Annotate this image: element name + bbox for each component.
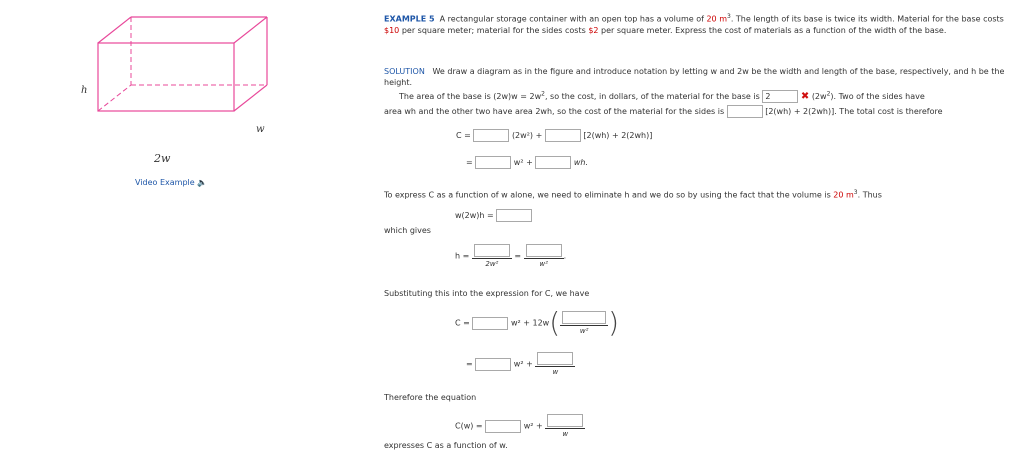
solution-label: SOLUTION xyxy=(384,67,425,76)
line2a: The area of the base is (2w)w = 2w xyxy=(399,92,542,101)
expresses-text: expresses C as a function of w. xyxy=(384,441,508,450)
sides-cost-input[interactable] xyxy=(727,105,763,118)
eq-sign-2: = xyxy=(466,359,473,369)
h-frac-2 xyxy=(524,244,564,268)
cw-equation xyxy=(455,414,585,438)
video-example-link[interactable] xyxy=(135,178,207,187)
volume-value: 20 m xyxy=(706,14,727,24)
line2d: ). Two of the sides have xyxy=(830,92,925,101)
express-line: To express C as a function of w alone, we need to eliminate h and we do so by using the fact that the volume is 20 $m^3$. Thus xyxy=(384,189,882,200)
c1-coef2-input[interactable] xyxy=(545,129,581,142)
example-text-c: per square meter; material for the sides costs xyxy=(399,25,589,35)
subst-frac xyxy=(560,311,608,335)
term-bracket: [2(wh) + 2(2wh)] xyxy=(583,131,653,140)
example-title: EXAMPLE 5 xyxy=(384,14,435,24)
c1-coef-input[interactable] xyxy=(473,129,509,142)
c-substituted xyxy=(455,306,620,339)
cw-w2-input[interactable] xyxy=(485,420,521,433)
subst-frac-num-input[interactable] xyxy=(562,311,606,324)
example-paragraph: EXAMPLE 5 A rectangular storage container with an open top has a volume of 20 $m^3$. The length of its base is twice its width. Material for the base costs $10 per square meter; material for the sides costs $2 per square meter. Express the cost of materials as a function of the width of the base. xyxy=(384,13,1004,35)
incorrect-x-icon: ✖ xyxy=(800,91,810,102)
line2c: (2w xyxy=(811,92,827,101)
cw-frac-num-input[interactable] xyxy=(547,414,583,427)
line2b: , so the cost, in dollars, of the material for the base is xyxy=(544,92,760,101)
label-w: w xyxy=(256,124,265,135)
line3c: . The total cost is therefore xyxy=(834,107,943,116)
example-text-b: . The length of its base is twice its width. Material for the base costs xyxy=(730,14,1004,24)
w2-plus-12w: w² + 12w xyxy=(510,318,550,328)
subst-frac-den: w² xyxy=(579,327,589,335)
c2-w2-input[interactable] xyxy=(475,156,511,169)
cw-frac xyxy=(545,414,585,438)
express-text-a: To express C as a function of w alone, we need to eliminate h and we do so by using the fact that the volume is xyxy=(384,190,834,200)
solution-line3 xyxy=(384,105,943,118)
solution-paragraph xyxy=(384,66,1014,88)
speaker-icon: 🔈 xyxy=(197,178,208,187)
eq-sign: = xyxy=(466,158,473,167)
solution-line1: We draw a diagram as in the figure and introduce notation by letting w and 2w be the width and length of the base, respectively, and h be the height. xyxy=(384,67,1005,87)
eq-sign-h: = xyxy=(514,251,522,261)
w2-plus-3: w² + xyxy=(523,421,543,431)
express-text-b: . Thus xyxy=(857,190,882,200)
hidden-edge-left xyxy=(98,85,131,111)
label-2w: 2w xyxy=(154,152,171,165)
line3a: area wh and the other two have area 2wh, so the cost of the material for the sides is xyxy=(384,107,725,116)
cw-eq-label: C(w) = xyxy=(455,421,483,431)
label-h: h xyxy=(81,85,88,96)
base-cost: $10 xyxy=(384,25,400,35)
h-frac2-den: w² xyxy=(539,260,548,268)
c4-frac xyxy=(535,352,575,376)
edge-bottom-right xyxy=(234,85,267,111)
edge-top-right xyxy=(234,17,267,43)
volume-input[interactable] xyxy=(496,209,532,222)
c4-w2-input[interactable] xyxy=(475,358,511,371)
substituting-text: Substituting this into the expression for C, we have xyxy=(384,289,590,298)
volume-value-2: 20 m xyxy=(833,190,854,200)
h-frac1-num-input[interactable] xyxy=(474,244,510,257)
c-simplified xyxy=(466,352,575,376)
c4-frac-num-input[interactable] xyxy=(537,352,573,365)
base-cost-input[interactable]: 2 xyxy=(762,90,798,103)
w2-plus: w² + xyxy=(513,158,533,167)
wh-term: wh. xyxy=(573,158,589,167)
example-text-a: A rectangular storage container with an open top has a volume of xyxy=(439,14,707,24)
volume-equation xyxy=(455,209,532,222)
h-frac-1 xyxy=(472,244,512,268)
w2wh-label: w(2w)h = xyxy=(455,211,494,220)
example-text-d: per square meter. Express the cost of materials as a function of the width of the base. xyxy=(598,25,947,35)
c4-frac-den: w xyxy=(552,368,559,376)
h-eq-label: h = xyxy=(455,251,470,261)
which-gives: which gives xyxy=(384,226,431,235)
solution-line2: The area of the base is $(2w)w = 2w^2$, so the cost, in dollars, of the material for the base is 2 ✖ $(2w^2)$. Two of the sides have xyxy=(399,90,925,102)
h-frac1-den: 2w² xyxy=(485,260,499,268)
c2-wh-input[interactable] xyxy=(535,156,571,169)
c-eq-label: C = xyxy=(456,131,471,140)
cw-frac-den: w xyxy=(562,430,569,438)
side-cost: $2 xyxy=(588,25,599,35)
therefore-text: Therefore the equation xyxy=(384,393,477,402)
h-frac2-num-input[interactable] xyxy=(526,244,562,257)
right-paren: ) xyxy=(608,306,620,339)
front-face xyxy=(98,43,234,111)
h-equation: h = 2w² = w² . xyxy=(455,244,566,268)
term-2w2: (2w²) + xyxy=(511,131,543,140)
video-example-label: Video Example xyxy=(135,178,195,187)
line3b-value: [2(wh) + 2(2wh)] xyxy=(765,107,835,116)
equation-c2 xyxy=(466,156,588,169)
c-eq2-label: C = xyxy=(455,318,470,328)
box-diagram xyxy=(60,10,300,200)
left-paren: ( xyxy=(549,306,561,339)
w2-plus-2: w² + xyxy=(513,359,533,369)
c3-w2-input[interactable] xyxy=(472,317,508,330)
equation-c1 xyxy=(456,129,652,142)
edge-top-left xyxy=(98,17,131,43)
